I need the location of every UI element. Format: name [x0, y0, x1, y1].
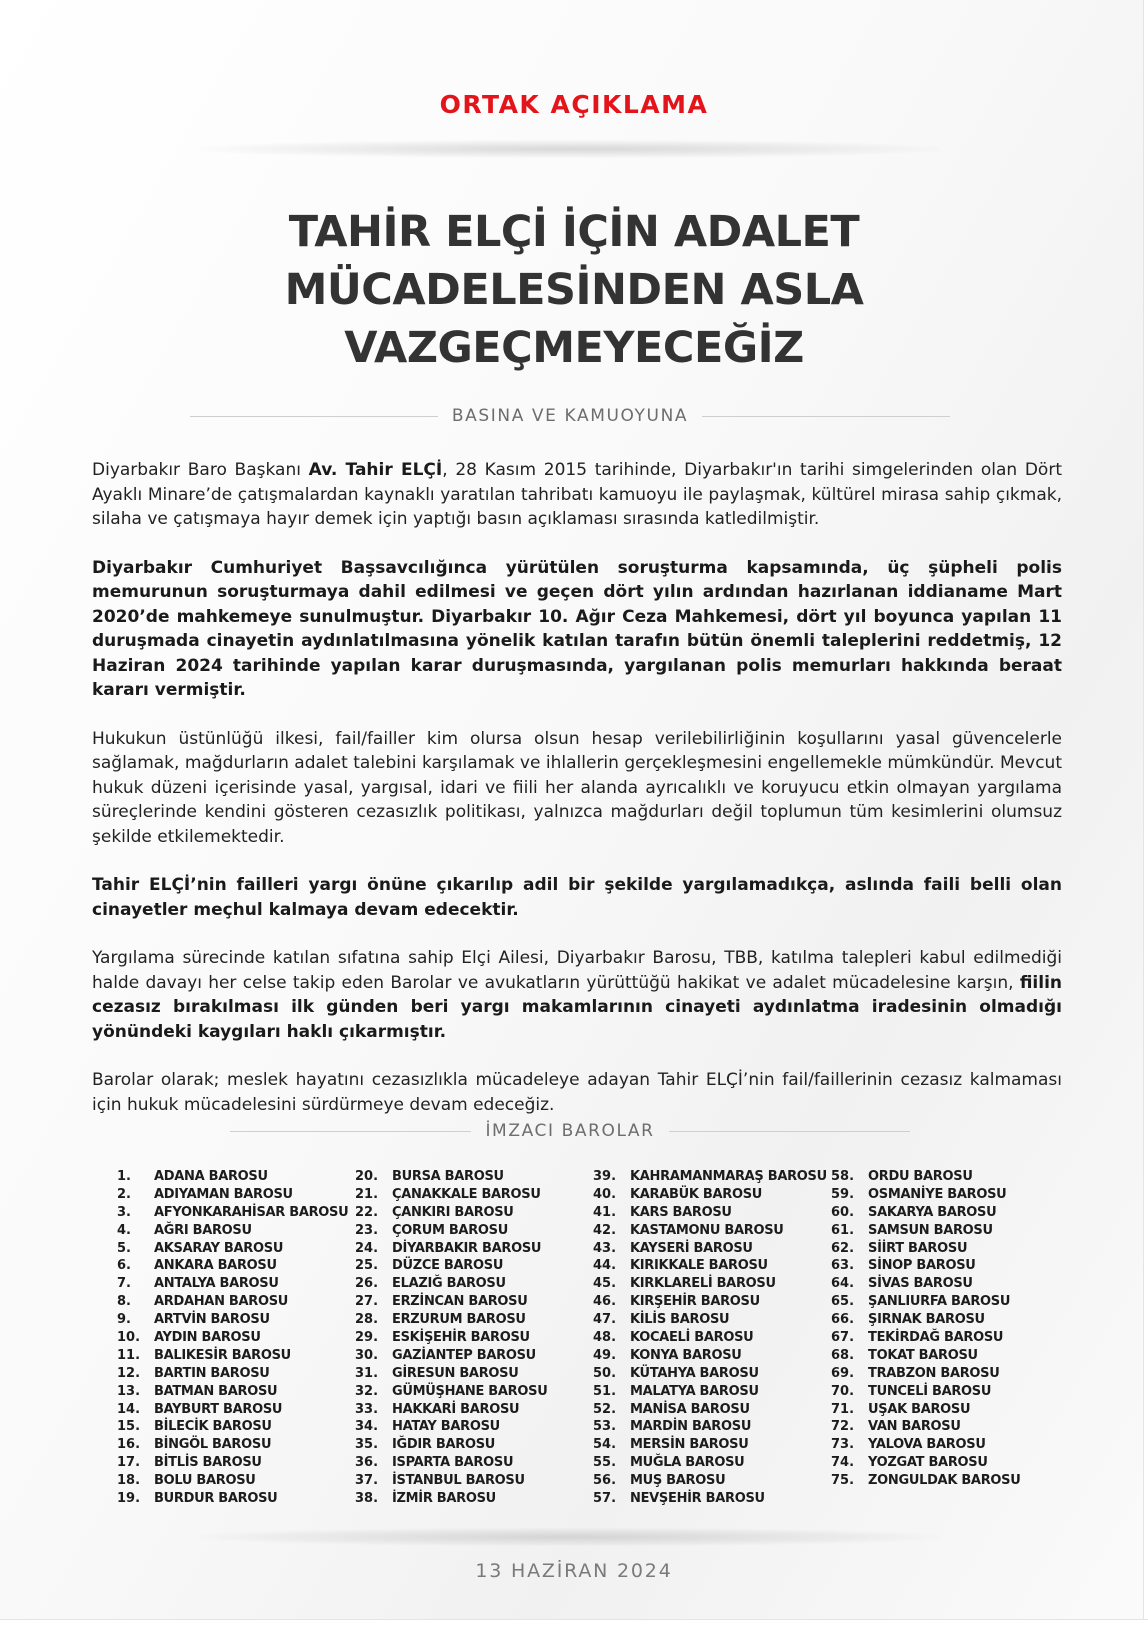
signatory-name: TUNCELİ BAROSU: [868, 1383, 992, 1399]
signatory-name: MUĞLA BAROSU: [630, 1455, 745, 1471]
signatory-name: BURSA BAROSU: [392, 1169, 504, 1184]
signatory-item: [117, 1418, 355, 1436]
text: Barolar olarak; meslek hayatını cezasızlıkla mücadeleye adayan Tahir ELÇİ’nin fail/faillerinin cezasız kalmaması için hukuk mücadelesini sürdürmeye devam edeceğiz.: [92, 1070, 1062, 1115]
signatory-name: ŞANLIURFA BAROSU: [868, 1294, 1011, 1310]
signatory-item: [831, 1168, 1069, 1186]
signatory-item: [117, 1472, 355, 1490]
signatory-number: 28.: [355, 1312, 379, 1328]
signatory-number: 40.: [593, 1186, 617, 1202]
signatory-name: ESKİŞEHİR BAROSU: [392, 1330, 530, 1346]
signatory-number: 74.: [831, 1455, 855, 1471]
signatory-item: [831, 1204, 1069, 1222]
bold-text: fiilin cezasız bırakılması ilk günden beri yargı makamlarının cinayeti aydınlatma iradesinin olmadığı yönündeki kaygıları haklı çıkarmıştır.: [92, 972, 1062, 1042]
signatory-name: SİVAS BAROSU: [868, 1276, 973, 1292]
signatory-number: 27.: [355, 1294, 379, 1310]
signatory-number: 60.: [831, 1204, 855, 1220]
signatory-item: [355, 1401, 593, 1419]
signatory-item: [593, 1401, 831, 1419]
bold-text: Av. Tahir ELÇİ: [308, 460, 443, 480]
signatory-number: 59.: [831, 1186, 855, 1202]
signatory-name: MANİSA BAROSU: [630, 1401, 750, 1417]
signatory-number: 16.: [117, 1437, 141, 1453]
signatory-name: DİYARBAKIR BAROSU: [392, 1240, 542, 1256]
signatory-item: [355, 1472, 593, 1490]
signatory-name: BURDUR BAROSU: [154, 1491, 278, 1507]
signatory-item: [593, 1293, 831, 1311]
signatory-number: 51.: [593, 1383, 617, 1399]
signatory-number: 3.: [117, 1204, 131, 1220]
signatory-item: [355, 1240, 593, 1258]
signatory-number: 17.: [117, 1455, 141, 1471]
signatory-name: ORDU BAROSU: [868, 1169, 973, 1184]
signatories-column-3: [593, 1168, 831, 1508]
signatory-name: BALIKESİR BAROSU: [154, 1347, 291, 1363]
signatory-item: [117, 1186, 355, 1204]
signatory-item: [831, 1383, 1069, 1401]
signatory-number: 38.: [355, 1491, 379, 1507]
signatory-number: 31.: [355, 1365, 379, 1381]
signatory-item: [593, 1454, 831, 1472]
signatory-item: [355, 1168, 593, 1186]
signatory-number: 18.: [117, 1473, 141, 1489]
signatory-number: 22.: [355, 1204, 379, 1220]
signatory-number: 42.: [593, 1222, 617, 1238]
audience-label: BASINA VE KAMUOYUNA: [451, 406, 689, 426]
signatory-item: [355, 1454, 593, 1472]
text: Yargılama sürecinde katılan sıfatına sahip Elçi Ailesi, Diyarbakır Barosu, TBB, katılma talepleri kabul edilmediği halde davayı her celse takip eden Barolar ve avukatların yürüttüğü hakikat ve adalet mücadelesine karşın,: [92, 948, 1062, 993]
signatory-item: [593, 1204, 831, 1222]
signatory-name: HATAY BAROSU: [392, 1419, 500, 1435]
signatory-name: KAYSERİ BAROSU: [630, 1240, 753, 1256]
release-date: 13 HAZİRAN 2024: [475, 1560, 673, 1582]
kicker-title: ORTAK AÇIKLAMA: [439, 90, 709, 119]
signatory-name: İZMİR BAROSU: [392, 1491, 496, 1507]
signatory-number: 7.: [117, 1276, 131, 1292]
text: , 28 Kasım 2015 tarihinde, Diyarbakır'ın tarihi simgelerinden olan Dört Ayaklı Minare’de çatışmalardan kaynaklı yaratılan tahribatı kamuoyu ile paylaşmak, kültürel mirasa sahip çıkmak, silaha ve çatışmaya hayır demek için yaptığı basın açıklaması sırasında katledilmiştir.: [92, 460, 1062, 529]
signatory-number: 58.: [831, 1169, 855, 1184]
signatory-item: [117, 1222, 355, 1240]
signatory-name: AKSARAY BAROSU: [154, 1240, 284, 1256]
signatory-item: [117, 1168, 355, 1186]
signatory-item: [593, 1472, 831, 1490]
bold-text: Tahir ELÇİ’nin failleri yargı önüne çıkarılıp adil bir şekilde yargılamadıkça, aslında faili belli olan cinayetler meçhul kalmaya devam edecektir.: [92, 875, 1062, 920]
signatory-name: AYDIN BAROSU: [154, 1330, 261, 1346]
signatory-number: 39.: [593, 1169, 617, 1184]
signatory-name: ŞIRNAK BAROSU: [868, 1312, 985, 1328]
signatory-name: YALOVA BAROSU: [868, 1437, 986, 1453]
signatory-name: UŞAK BAROSU: [868, 1401, 971, 1417]
signatory-name: MUŞ BAROSU: [630, 1473, 726, 1489]
signatory-item: [355, 1275, 593, 1293]
signatory-name: KIRIKKALE BAROSU: [630, 1258, 768, 1274]
signatory-item: [117, 1275, 355, 1293]
signatory-number: 21.: [355, 1186, 379, 1202]
signatory-number: 29.: [355, 1330, 379, 1346]
divider-line-left: [230, 1131, 471, 1132]
signatory-name: ELAZIĞ BAROSU: [392, 1276, 506, 1292]
signatory-item: [831, 1293, 1069, 1311]
headline-line-3: VAZGEÇMEYECEĞİZ: [344, 323, 804, 373]
signatory-item: [355, 1329, 593, 1347]
paragraph-3: [92, 727, 1062, 850]
signatory-name: SİNOP BAROSU: [868, 1258, 976, 1274]
signatory-name: BATMAN BAROSU: [154, 1383, 278, 1399]
signatory-item: [117, 1365, 355, 1383]
signatory-number: 4.: [117, 1222, 131, 1238]
signatory-item: [831, 1311, 1069, 1329]
signatory-number: 1.: [117, 1169, 131, 1184]
signatory-name: KIRŞEHİR BAROSU: [630, 1294, 760, 1310]
signatory-name: SAKARYA BAROSU: [868, 1204, 997, 1220]
signatory-item: [355, 1186, 593, 1204]
signatory-name: SAMSUN BAROSU: [868, 1222, 993, 1238]
signatory-name: KIRKLARELİ BAROSU: [630, 1276, 776, 1292]
signatory-item: [355, 1418, 593, 1436]
signatory-number: 52.: [593, 1401, 617, 1417]
signatory-number: 47.: [593, 1312, 617, 1328]
signatory-number: 50.: [593, 1365, 617, 1381]
signatory-number: 64.: [831, 1276, 855, 1292]
signatory-number: 43.: [593, 1240, 617, 1256]
signatory-item: [117, 1293, 355, 1311]
signatory-name: ADIYAMAN BAROSU: [154, 1186, 293, 1202]
signatory-number: 10.: [117, 1330, 141, 1346]
headline: [0, 203, 1148, 377]
signatory-number: 53.: [593, 1419, 617, 1435]
signatory-number: 15.: [117, 1419, 141, 1435]
signatory-name: ANKARA BAROSU: [154, 1258, 277, 1274]
signatory-number: 75.: [831, 1473, 855, 1489]
signatory-name: OSMANİYE BAROSU: [868, 1186, 1007, 1202]
divider-line-left: [190, 416, 438, 417]
headline-line-1: TAHİR ELÇİ İÇİN ADALET: [288, 207, 860, 257]
signatory-item: [117, 1347, 355, 1365]
signatory-item: [593, 1418, 831, 1436]
signatory-number: 48.: [593, 1330, 617, 1346]
signatory-item: [593, 1275, 831, 1293]
signatory-item: [117, 1490, 355, 1508]
divider-line-right: [702, 416, 950, 417]
signatory-name: TOKAT BAROSU: [868, 1347, 978, 1363]
signatory-number: 13.: [117, 1383, 141, 1399]
signatory-item: [831, 1329, 1069, 1347]
signatory-number: 71.: [831, 1401, 855, 1417]
signatory-name: İSTANBUL BAROSU: [392, 1473, 525, 1489]
signatory-item: [355, 1222, 593, 1240]
signatory-number: 2.: [117, 1186, 131, 1202]
signatory-item: [831, 1275, 1069, 1293]
signatory-number: 14.: [117, 1401, 141, 1417]
signatory-item: [831, 1365, 1069, 1383]
signatory-item: [593, 1240, 831, 1258]
bold-text: Diyarbakır Cumhuriyet Başsavcılığınca yürütülen soruşturma kapsamında, üç şüpheli polis memurunun soruşturmaya dahil edilmesi ve geçen dört yılın ardından hazırlanan iddianame Mart 2020’de mahkemeye sunulmuştur. Diyarbakır 10. Ağır Ceza Mahkemesi, dört yıl boyunca yapılan 11 duruşmada cinayetin aydınlatılmasına yönelik katılan tarafın bütün önemli taleplerini reddetmiş, 12 Haziran 2024 tarihinde yapılan karar duruşmasında, yargılanan polis memurları hakkında beraat kararı vermiştir.: [92, 557, 1062, 700]
signatory-item: [355, 1311, 593, 1329]
signatory-item: [831, 1401, 1069, 1419]
text: Diyarbakır Baro Başkanı: [92, 460, 309, 480]
text: Hukukun üstünlüğü ilkesi, fail/failler kim olursa olsun hesap verilebilirliğinin koşullarını yasal güvencelerle sağlamak, mağdurların adalet talebini karşılamak ve ihlallerin gerçekleşmesini engellemekle mümkündür. Mevcut hukuk düzeni içerisinde yasal, yargısal, idari ve fiili her alanda ayrıcalıklı ve koruyucu etkin olmayan yargılama süreçlerinde kendini gösteren cezasızlık politikası, yalnızca mağdurları değil toplumun tüm kesimlerini olumsuz şekilde etkilemektedir.: [92, 728, 1062, 847]
signatory-number: 30.: [355, 1347, 379, 1363]
signatory-number: 57.: [593, 1491, 617, 1507]
signatory-name: AFYONKARAHİSAR BAROSU: [154, 1204, 349, 1220]
signatory-name: BİLECİK BAROSU: [154, 1419, 272, 1435]
signatory-name: ARTVİN BAROSU: [154, 1312, 270, 1328]
signatories-column-2: [355, 1168, 593, 1508]
signatory-number: 73.: [831, 1437, 855, 1453]
signatory-name: KASTAMONU BAROSU: [630, 1222, 784, 1238]
signatories-divider: [230, 1121, 910, 1141]
signatory-item: [593, 1490, 831, 1508]
signatory-name: DÜZCE BAROSU: [392, 1258, 504, 1274]
signatory-item: [355, 1383, 593, 1401]
signatory-item: [593, 1436, 831, 1454]
signatory-name: IĞDIR BAROSU: [392, 1437, 496, 1453]
signatory-name: KARABÜK BAROSU: [630, 1186, 763, 1202]
signatory-number: 61.: [831, 1222, 855, 1238]
headline-line-2: MÜCADELESİNDEN ASLA: [284, 265, 864, 315]
signatory-number: 70.: [831, 1383, 855, 1399]
signatory-name: TEKİRDAĞ BAROSU: [868, 1330, 1004, 1346]
signatory-item: [593, 1257, 831, 1275]
header-shadow: [200, 140, 940, 158]
signatory-number: 55.: [593, 1455, 617, 1471]
signatory-name: MERSİN BAROSU: [630, 1437, 749, 1453]
divider-line-right: [669, 1131, 910, 1132]
signatory-name: YOZGAT BAROSU: [868, 1455, 988, 1471]
signatory-number: 26.: [355, 1276, 379, 1292]
signatory-number: 36.: [355, 1455, 379, 1471]
signatory-number: 69.: [831, 1365, 855, 1381]
signatory-name: MARDİN BAROSU: [630, 1419, 752, 1435]
signatory-number: 33.: [355, 1401, 379, 1417]
signatory-number: 35.: [355, 1437, 379, 1453]
signatory-name: ÇANKIRI BAROSU: [392, 1204, 514, 1220]
signatory-name: KİLİS BAROSU: [630, 1312, 730, 1328]
signatory-name: BARTIN BAROSU: [154, 1365, 270, 1381]
signatory-number: 23.: [355, 1222, 379, 1238]
signatory-item: [831, 1257, 1069, 1275]
signatory-name: TRABZON BAROSU: [868, 1365, 1000, 1381]
signatory-item: [593, 1311, 831, 1329]
signatory-name: KONYA BAROSU: [630, 1347, 742, 1363]
signatory-number: 6.: [117, 1258, 131, 1274]
signatory-number: 37.: [355, 1473, 379, 1489]
signatory-number: 8.: [117, 1294, 131, 1310]
signatory-item: [593, 1186, 831, 1204]
signatory-name: ERZURUM BAROSU: [392, 1312, 526, 1328]
signatory-name: BAYBURT BAROSU: [154, 1401, 283, 1417]
signatory-item: [355, 1365, 593, 1383]
signatory-name: BİTLİS BAROSU: [154, 1455, 262, 1471]
signatory-item: [117, 1204, 355, 1222]
signatories-column-1: [117, 1168, 355, 1508]
signatory-name: SİİRT BAROSU: [868, 1240, 968, 1256]
signatories-list: [117, 1168, 1037, 1508]
signatory-item: [355, 1347, 593, 1365]
signatory-name: ZONGULDAK BAROSU: [868, 1473, 1021, 1489]
signatory-item: [117, 1401, 355, 1419]
signatory-number: 54.: [593, 1437, 617, 1453]
paragraph-4: [92, 873, 1062, 922]
signatory-number: 66.: [831, 1312, 855, 1328]
signatory-item: [831, 1186, 1069, 1204]
signatory-number: 67.: [831, 1330, 855, 1346]
signatory-number: 56.: [593, 1473, 617, 1489]
signatory-item: [355, 1204, 593, 1222]
signatory-name: ARDAHAN BAROSU: [154, 1294, 289, 1310]
signatory-name: BİNGÖL BAROSU: [154, 1437, 272, 1453]
signatory-name: GİRESUN BAROSU: [392, 1365, 519, 1381]
audience-divider: [190, 406, 950, 426]
paragraph-5: [92, 946, 1062, 1044]
statement-body: [92, 458, 1062, 1141]
signatory-item: [831, 1454, 1069, 1472]
signatories-column-4: [831, 1168, 1069, 1508]
signatory-name: KOCAELİ BAROSU: [630, 1330, 754, 1346]
signatory-name: KARS BAROSU: [630, 1204, 732, 1220]
signatory-number: 19.: [117, 1491, 141, 1507]
signatory-name: GÜMÜŞHANE BAROSU: [392, 1383, 548, 1399]
signatory-name: AĞRI BAROSU: [154, 1222, 252, 1238]
signatory-number: 9.: [117, 1312, 131, 1328]
signatory-item: [593, 1222, 831, 1240]
signatory-number: 63.: [831, 1258, 855, 1274]
signatory-item: [117, 1257, 355, 1275]
signatory-number: 5.: [117, 1240, 131, 1256]
signatory-name: ADANA BAROSU: [154, 1169, 268, 1184]
signatory-name: ANTALYA BAROSU: [154, 1276, 279, 1292]
signatory-number: 20.: [355, 1169, 379, 1184]
signatory-item: [831, 1240, 1069, 1258]
signatory-item: [593, 1365, 831, 1383]
signatory-item: [593, 1168, 831, 1186]
signatory-number: 65.: [831, 1294, 855, 1310]
signatory-item: [355, 1293, 593, 1311]
paragraph-1: [92, 458, 1062, 532]
signatory-number: 32.: [355, 1383, 379, 1399]
signatory-name: KÜTAHYA BAROSU: [630, 1365, 759, 1381]
signatory-name: HAKKARİ BAROSU: [392, 1401, 520, 1417]
signatory-item: [831, 1472, 1069, 1490]
signatory-item: [117, 1436, 355, 1454]
signatory-number: 12.: [117, 1365, 141, 1381]
signatory-name: ERZİNCAN BAROSU: [392, 1294, 528, 1310]
signatory-number: 68.: [831, 1347, 855, 1363]
signatory-name: GAZİANTEP BAROSU: [392, 1347, 536, 1363]
signatory-item: [355, 1490, 593, 1508]
signatory-number: 34.: [355, 1419, 379, 1435]
signatory-number: 72.: [831, 1419, 855, 1435]
footer-shadow: [200, 1528, 940, 1546]
signatory-number: 44.: [593, 1258, 617, 1274]
signatory-item: [593, 1329, 831, 1347]
signatory-item: [355, 1257, 593, 1275]
signatory-item: [593, 1347, 831, 1365]
signatory-name: NEVŞEHİR BAROSU: [630, 1491, 765, 1507]
signatory-number: 24.: [355, 1240, 379, 1256]
signatory-number: 41.: [593, 1204, 617, 1220]
signatory-item: [831, 1347, 1069, 1365]
signatory-name: BOLU BAROSU: [154, 1473, 256, 1489]
signatory-name: ÇORUM BAROSU: [392, 1222, 508, 1238]
signatory-number: 45.: [593, 1276, 617, 1292]
signatory-item: [593, 1383, 831, 1401]
signatory-name: ISPARTA BAROSU: [392, 1455, 514, 1471]
paragraph-2: [92, 556, 1062, 703]
signatory-item: [831, 1418, 1069, 1436]
paragraph-6: [92, 1068, 1062, 1117]
signatory-number: 25.: [355, 1258, 379, 1274]
signatory-item: [117, 1311, 355, 1329]
signatory-item: [117, 1454, 355, 1472]
signatory-item: [117, 1329, 355, 1347]
signatories-label: İMZACI BAROLAR: [485, 1121, 655, 1141]
signatory-item: [831, 1436, 1069, 1454]
page-edge-right: [1143, 0, 1148, 1650]
signatory-item: [355, 1436, 593, 1454]
page-edge-bottom: [0, 1619, 1148, 1650]
signatory-name: KAHRAMANMARAŞ BAROSU: [630, 1169, 827, 1184]
signatory-number: 62.: [831, 1240, 855, 1256]
signatory-item: [831, 1222, 1069, 1240]
signatory-item: [117, 1383, 355, 1401]
signatory-number: 46.: [593, 1294, 617, 1310]
signatory-number: 49.: [593, 1347, 617, 1363]
signatory-number: 11.: [117, 1347, 141, 1363]
signatory-item: [117, 1240, 355, 1258]
signatory-name: MALATYA BAROSU: [630, 1383, 759, 1399]
signatory-name: VAN BAROSU: [868, 1419, 961, 1435]
signatory-name: ÇANAKKALE BAROSU: [392, 1186, 541, 1202]
